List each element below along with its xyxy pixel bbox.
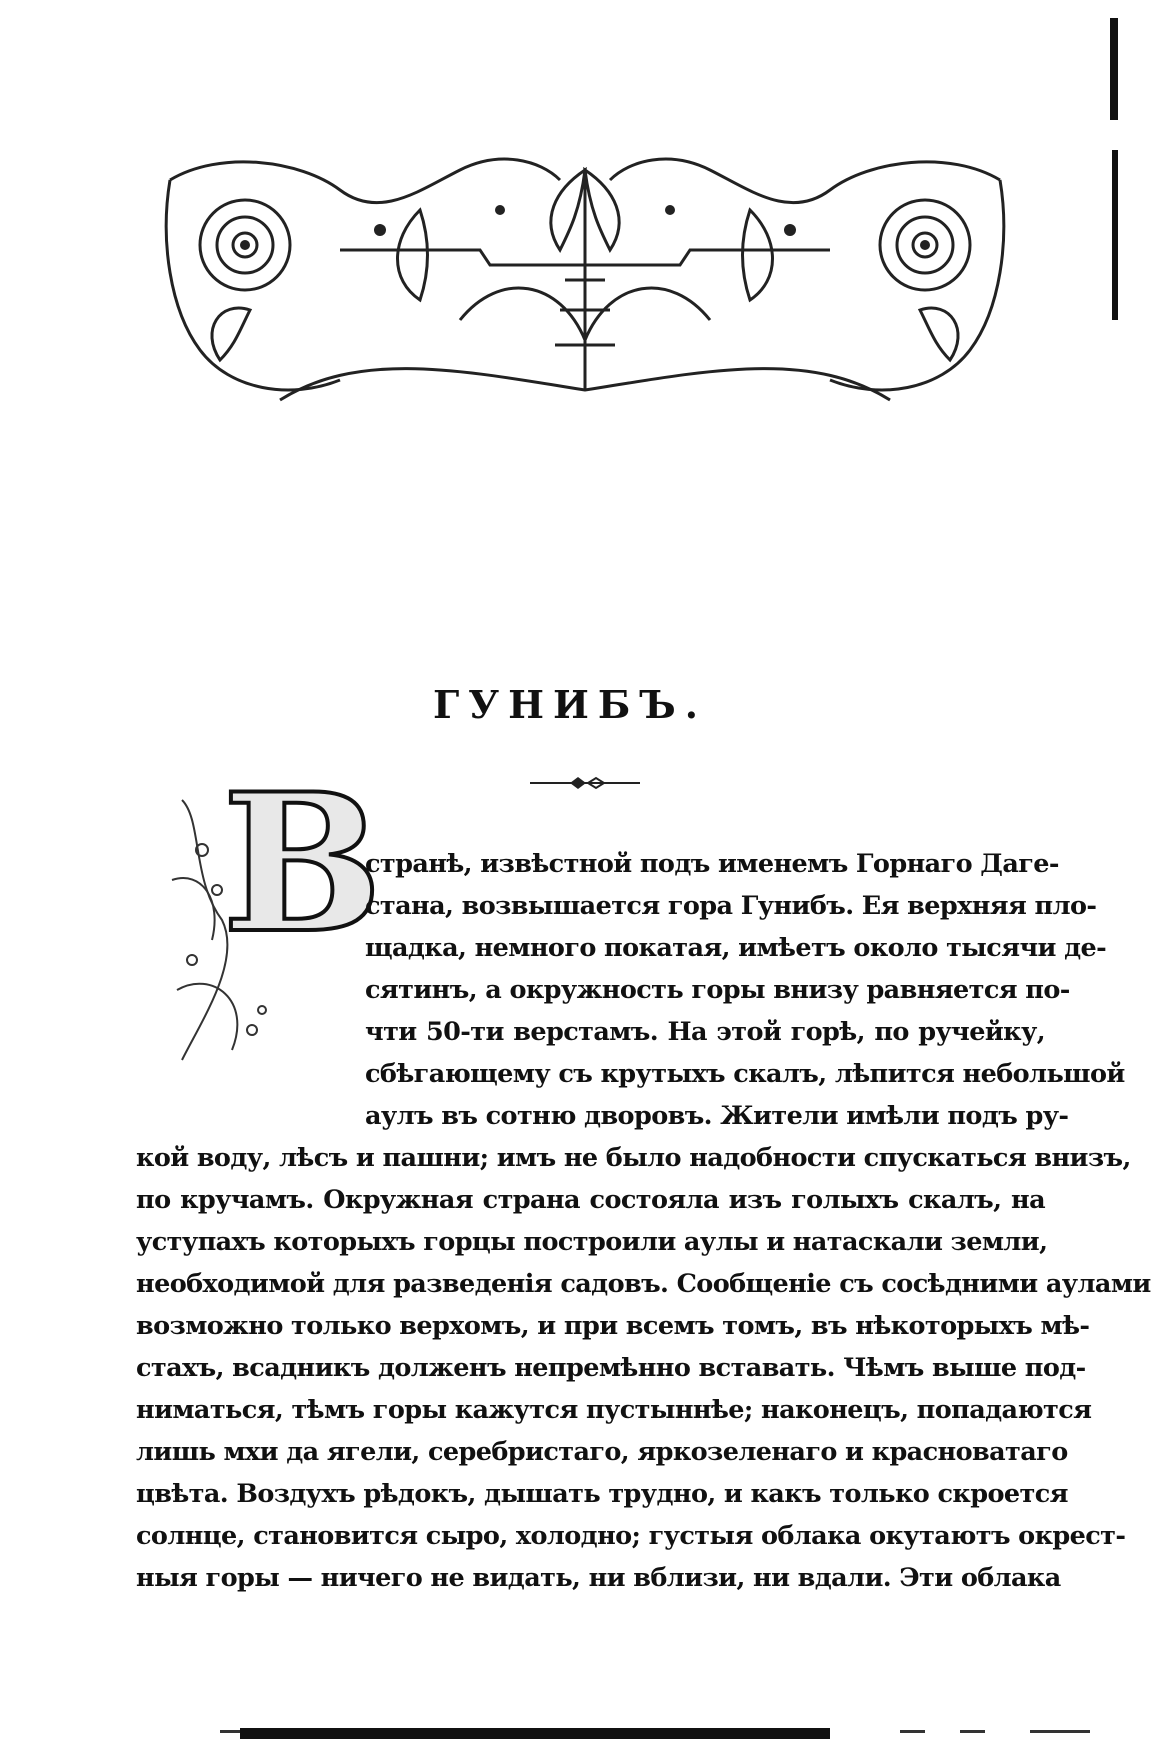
text-line: кой воду, лѣсъ и пашни; имъ не было надобности спускаться внизъ, bbox=[136, 1143, 1131, 1173]
scan-edge-mark bbox=[1110, 18, 1118, 120]
text-line: по кручамъ. Окружная страна состояла изъ голыхъ скалъ, на bbox=[136, 1185, 1045, 1215]
text-line: аулъ въ сотню дворовъ. Жители имѣли подъ ру- bbox=[365, 1101, 1069, 1131]
text-line: ниматься, тѣмъ горы кажутся пустыннѣе; наконецъ, попадаются bbox=[136, 1395, 1092, 1425]
dropcap-initial bbox=[162, 752, 383, 1090]
text-line: щадка, немного покатая, имѣетъ около тысячи де- bbox=[365, 933, 1107, 963]
text-line: уступахъ которыхъ горцы построили аулы и натаскали земли, bbox=[136, 1227, 1048, 1257]
headpiece-ornament bbox=[160, 150, 1010, 405]
text-line: цвѣта. Воздухъ рѣдокъ, дышать трудно, и какъ только скроется bbox=[136, 1479, 1068, 1509]
text-line: солнце, становится сыро, холодно; густыя облака окутаютъ окрест- bbox=[136, 1521, 1126, 1551]
text-line: чти 50-ти верстамъ. На этой горѣ, по ручейку, bbox=[365, 1017, 1045, 1047]
dropcap-letter: В bbox=[222, 752, 383, 975]
text-line: стахъ, всадникъ долженъ непремѣнно вставать. Чѣмъ выше под- bbox=[136, 1353, 1086, 1383]
title-ornament-rule bbox=[530, 775, 640, 791]
text-line: сбѣгающему съ крутыхъ скалъ, лѣпится небольшой bbox=[365, 1059, 1125, 1089]
scan-bottom-dash bbox=[1030, 1730, 1090, 1733]
chapter-title: ГУНИБЪ. bbox=[433, 682, 707, 727]
text-line: возможно только верхомъ, и при всемъ томъ, въ нѣкоторыхъ мѣ- bbox=[136, 1311, 1090, 1341]
text-line: лишь мхи да ягели, серебристаго, яркозеленаго и красноватаго bbox=[136, 1437, 1068, 1467]
text-line: необходимой для разведенія садовъ. Сообщеніе съ сосѣдними аулами bbox=[136, 1269, 1151, 1299]
scan-bottom-dash bbox=[900, 1730, 925, 1733]
scan-bottom-dash bbox=[220, 1730, 240, 1733]
text-line: ныя горы — ничего не видать, ни вблизи, ни вдали. Эти облака bbox=[136, 1563, 1061, 1593]
text-line: стана, возвышается гора Гунибъ. Ея верхняя пло- bbox=[365, 891, 1097, 921]
scan-bottom-bar bbox=[240, 1728, 830, 1739]
text-line: сятинъ, а окружность горы внизу равняется по- bbox=[365, 975, 1070, 1005]
scan-bottom-dash bbox=[960, 1730, 985, 1733]
scan-edge-mark bbox=[1112, 150, 1118, 320]
text-line: странѣ, извѣстной подъ именемъ Горнаго Даге- bbox=[365, 849, 1059, 879]
